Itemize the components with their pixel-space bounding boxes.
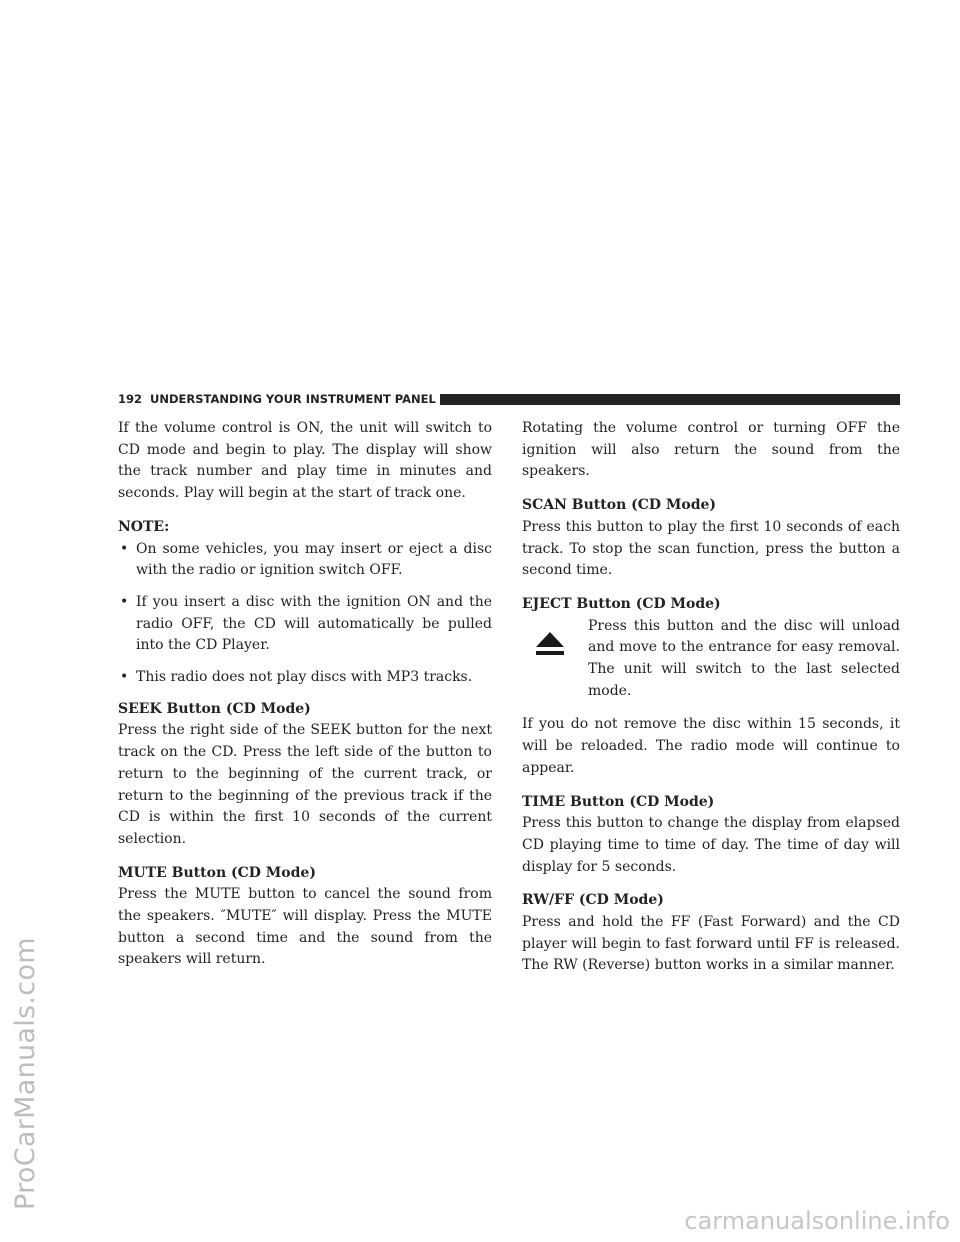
right-column — [522, 418, 900, 989]
mute-paragraph: Press the MUTE button to cancel the sound from the speakers. ″MUTE″ will display. Press the MUTE button a second time and the sound from the speakers will return. — [118, 886, 492, 968]
bullet: • — [120, 593, 129, 610]
note-text: On some vehicles, you may insert or eject a disc with the radio or ignition switch OFF. — [136, 540, 492, 579]
seek-heading: SEEK Button (CD Mode) — [118, 700, 311, 717]
page-header-text — [118, 392, 436, 406]
bullet: • — [120, 540, 129, 557]
header-rule — [440, 394, 900, 405]
section-title: UNDERSTANDING YOUR INSTRUMENT PANEL — [150, 392, 436, 406]
bullet: • — [120, 669, 129, 686]
eject-paragraph: Press this button and the disc will unload and move to the entrance for easy removal. The unit will switch to the last selected mode. — [588, 617, 900, 699]
eject-heading: EJECT Button (CD Mode) — [522, 595, 721, 612]
mute-continued-paragraph: Rotating the volume control or turning OFF the ignition will also return the sound from the speakers. — [522, 420, 900, 480]
page-header — [118, 391, 900, 407]
bottom-watermark: carmanualsonline.info — [684, 1207, 950, 1235]
scan-heading: SCAN Button (CD Mode) — [522, 497, 717, 514]
mute-heading: MUTE Button (CD Mode) — [118, 864, 316, 881]
note-text: If you insert a disc with the ignition ON and the radio OFF, the CD will automatically be pulled into the CD Player. — [136, 593, 492, 654]
seek-paragraph: Press the right side of the SEEK button for the next track on the CD. Press the left side of the button to return to the beginning of the current track, or return to the beginning of the previous track if the CD is within the first 10 seconds of the current selection. — [118, 722, 492, 847]
note-item — [118, 592, 492, 657]
note-item — [118, 667, 492, 689]
eject-icon — [534, 630, 566, 658]
scan-paragraph: Press this button to play the first 10 seconds of each track. To stop the scan function, press the button a second time. — [522, 518, 900, 579]
eject-followup-paragraph: If you do not remove the disc within 15 seconds, it will be reloaded. The radio mode will continue to appear. — [522, 716, 900, 776]
intro-paragraph: If the volume control is ON, the unit will switch to CD mode and begin to play. The display will show the track number and play time in minutes and seconds. Play will begin at the start of track one. — [118, 420, 492, 502]
time-heading: TIME Button (CD Mode) — [522, 793, 715, 810]
rwff-heading: RW/FF (CD Mode) — [522, 892, 664, 909]
note-list — [118, 539, 492, 689]
note-item — [118, 539, 492, 582]
left-column — [118, 418, 492, 983]
note-text: This radio does not play discs with MP3 tracks. — [136, 669, 473, 686]
side-watermark: ProCarManuals.com — [10, 937, 41, 1210]
note-heading: NOTE: — [118, 518, 170, 535]
rwff-paragraph: Press and hold the FF (Fast Forward) and the CD player will begin to fast forward until FF is released. The RW (Reverse) button works in a similar manner. — [522, 914, 900, 974]
time-paragraph: Press this button to change the display from elapsed CD playing time to time of day. The time of day will display for 5 seconds. — [522, 815, 900, 875]
page-number: 192 — [118, 392, 143, 406]
eject-section — [522, 594, 900, 703]
